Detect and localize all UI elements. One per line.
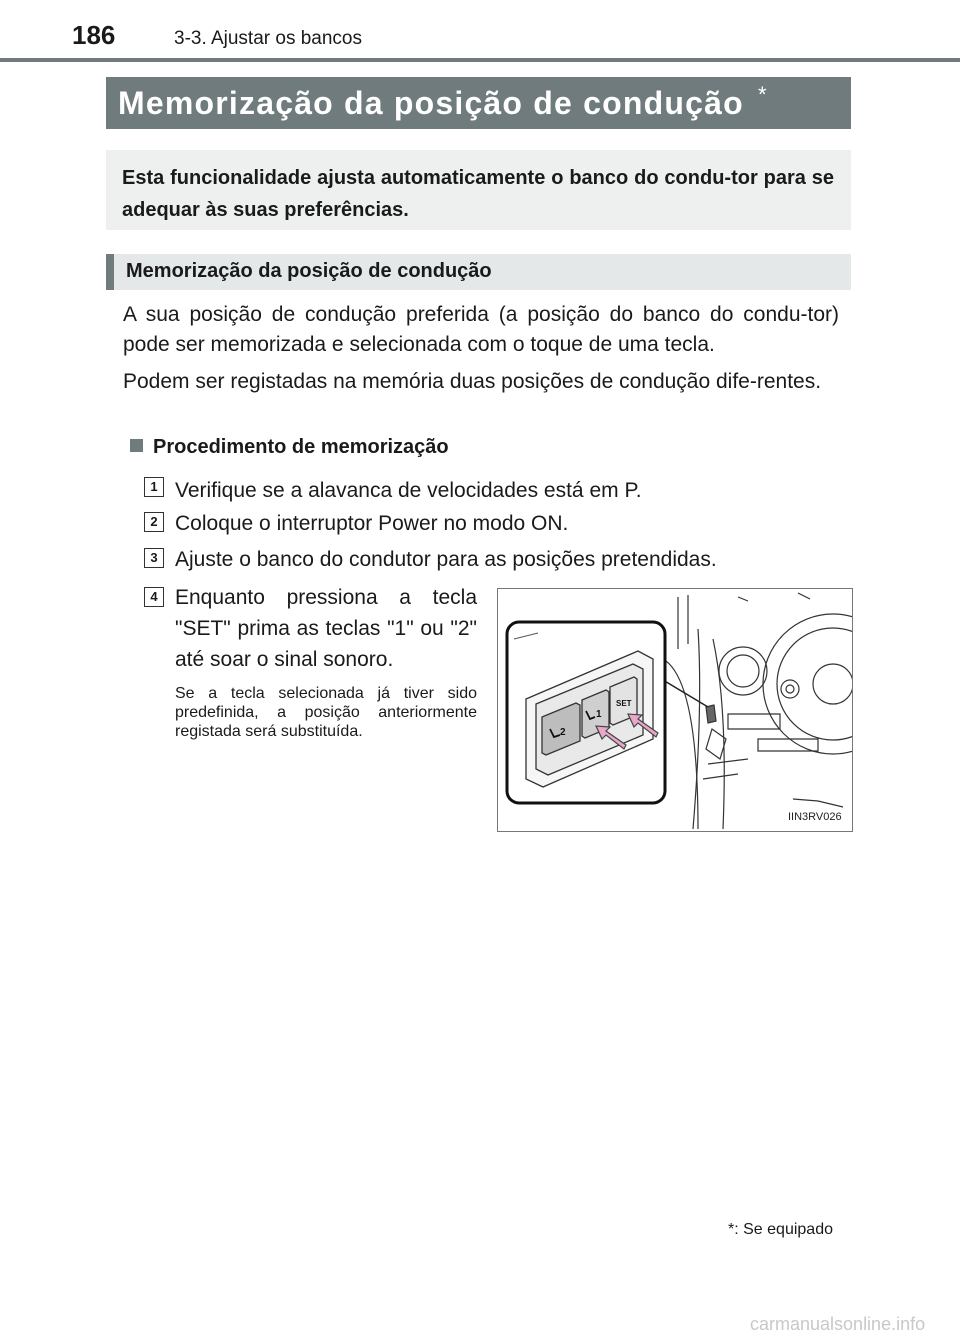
- section-title-bar: [106, 77, 851, 129]
- step-number-2: 2: [144, 512, 164, 532]
- footnote-asterisk: *: [728, 1221, 735, 1238]
- page-header: [0, 0, 960, 62]
- procedure-heading-text: Procedimento de memorização: [153, 436, 449, 458]
- step-note: Se a tecla selecionada já tiver sido predefinida, a posição anteriormente registada será substituída.: [175, 685, 477, 740]
- button-label-2: 2: [560, 727, 566, 738]
- header-rule: [0, 58, 960, 62]
- step-text-3: Ajuste o banco do condutor para as posições pretendidas.: [175, 548, 717, 571]
- step-number-4: 4: [144, 587, 164, 607]
- section-label: 3-3. Ajustar os bancos: [174, 28, 362, 49]
- paragraph-2: Podem ser registadas na memória duas posições de condução dife-rentes.: [123, 370, 822, 393]
- section-title: Memorização da posição de condução: [118, 85, 744, 121]
- footnote-text: : Se equipado: [734, 1221, 833, 1238]
- button-label-set: SET: [616, 699, 632, 708]
- figure-code: IIN3RV026: [788, 811, 842, 823]
- footnote: [728, 1221, 833, 1239]
- square-bullet-icon: [130, 439, 143, 452]
- subsection-accent: [106, 254, 114, 290]
- illustration-svg: [498, 589, 852, 831]
- subsection-title: Memorização da posição de condução: [126, 260, 492, 282]
- step-number-3: 3: [144, 548, 164, 568]
- subsection-bar: [106, 254, 851, 290]
- paragraph-1: A sua posição de condução preferida (a posição do banco do condu-tor) pode ser memorizada e selecionada com o toque de uma tecla.: [123, 303, 839, 356]
- memory-buttons-illustration: [497, 588, 853, 832]
- intro-text: Esta funcionalidade ajusta automaticamente o banco do condu-tor para se adequar às suas preferências.: [122, 167, 834, 221]
- title-asterisk: *: [758, 82, 767, 107]
- intro-box: [106, 150, 851, 230]
- step-text-2: Coloque o interruptor Power no modo ON.: [175, 512, 569, 535]
- button-label-1: 1: [596, 709, 602, 720]
- watermark: carmanualsonline.info: [750, 1314, 926, 1334]
- step-number-1: 1: [144, 477, 164, 497]
- procedure-heading: [130, 436, 449, 459]
- step-text-1: Verifique se a alavanca de velocidades está em P.: [175, 479, 642, 502]
- step-text-4: Enquanto pressiona a tecla "SET" prima as teclas "1" ou "2" até soar o sinal sonoro.: [175, 586, 477, 671]
- page-number: 186: [72, 20, 116, 50]
